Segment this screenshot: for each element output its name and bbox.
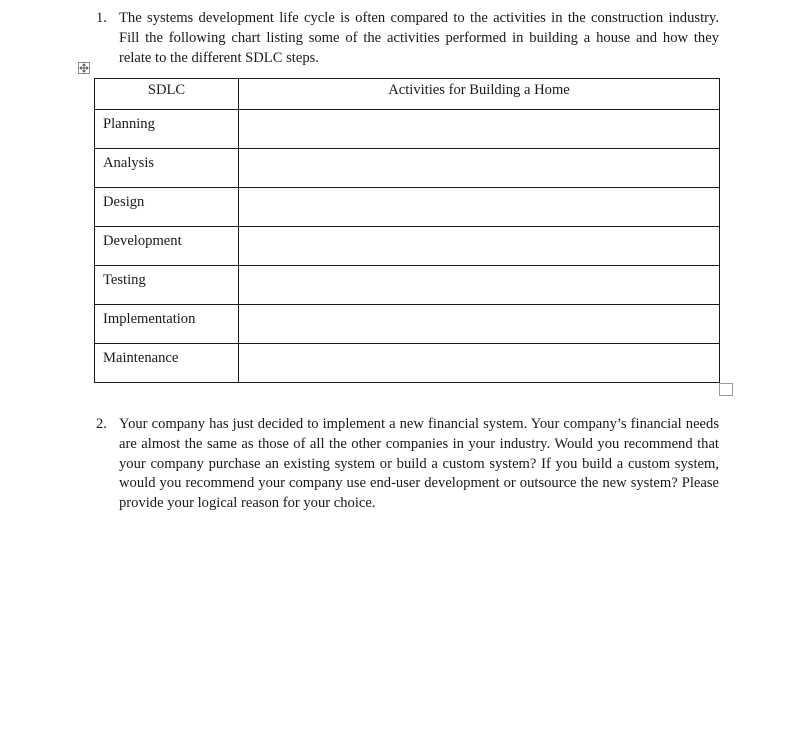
activity-cell[interactable]	[239, 110, 720, 149]
table-move-handle-icon[interactable]	[78, 62, 90, 74]
question-2-text: Your company has just decided to implement a new financial system. Your company’s financial needs are almost the same as those of all the other companies in your industry. Would you recommend that your company purchase an existing system or build a custom system? If you build a custom system, would you recommend your company use end-user development or outsource the new system? Please provide your logical reason for your choice.	[119, 416, 719, 512]
sdlc-step-cell[interactable]: Planning	[95, 110, 239, 149]
table-row	[95, 266, 720, 305]
sdlc-step-cell[interactable]: Development	[95, 227, 239, 266]
activity-cell[interactable]	[239, 266, 720, 305]
table-row	[95, 227, 720, 266]
question-2-number: 2.	[96, 416, 107, 432]
table-row	[95, 110, 720, 149]
question-1	[96, 9, 719, 68]
sdlc-step-cell[interactable]: Design	[95, 188, 239, 227]
activity-cell[interactable]	[239, 188, 720, 227]
sdlc-step-cell[interactable]: Analysis	[95, 149, 239, 188]
header-sdlc: SDLC	[95, 79, 239, 110]
header-activities: Activities for Building a Home	[239, 79, 720, 110]
activity-cell[interactable]	[239, 227, 720, 266]
table-header-row	[95, 79, 720, 110]
activity-cell[interactable]	[239, 344, 720, 383]
table-row	[95, 188, 720, 227]
sdlc-step-cell[interactable]: Maintenance	[95, 344, 239, 383]
table-row	[95, 344, 720, 383]
question-1-text: The systems development life cycle is often compared to the activities in the construction industry. Fill the following chart listing some of the activities performed in building a house and how they relate to the different SDLC steps.	[119, 10, 719, 66]
question-2	[96, 415, 719, 514]
table-resize-handle[interactable]	[719, 383, 733, 396]
question-1-number: 1.	[96, 10, 107, 26]
activity-cell[interactable]	[239, 149, 720, 188]
table-row	[95, 305, 720, 344]
sdlc-step-cell[interactable]: Testing	[95, 266, 239, 305]
sdlc-table	[94, 78, 720, 383]
table-row	[95, 149, 720, 188]
activity-cell[interactable]	[239, 305, 720, 344]
sdlc-step-cell[interactable]: Implementation	[95, 305, 239, 344]
